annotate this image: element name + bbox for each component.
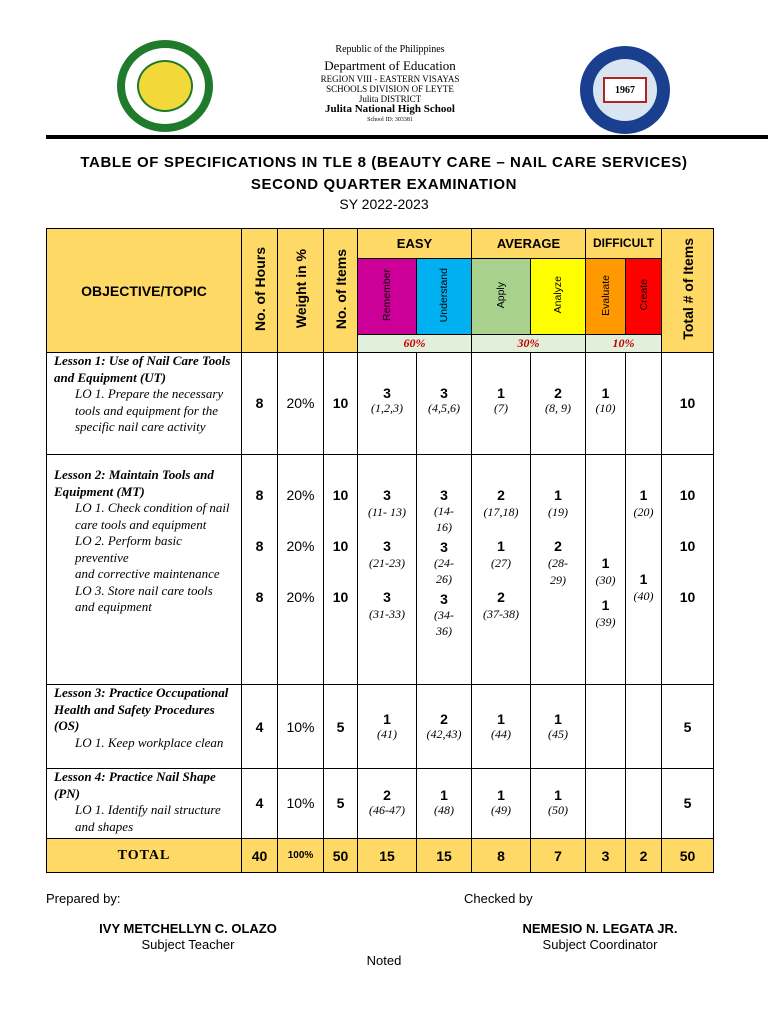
lesson-2-title: Lesson 2: Maintain Tools and Equipment (MT) [54, 467, 214, 499]
lesson-4-total: 5 [662, 769, 714, 839]
checker-name: NEMESIO N. LEGATA JR. [522, 921, 678, 936]
total-weight: 100% [278, 839, 324, 873]
preparer-name: IVY METCHELLYN C. OLAZO [99, 921, 277, 936]
lesson-3-understand: 2 (42,43) [417, 685, 472, 769]
items-header: No. of Items [324, 229, 358, 353]
table-row [47, 353, 714, 455]
table-row [47, 769, 714, 839]
seal-year: 1967 [603, 77, 647, 103]
lesson-3-total: 5 [662, 685, 714, 769]
school-year: SY 2022-2023 [339, 196, 429, 212]
lesson-3-cell [47, 685, 242, 769]
apply-header: Apply [472, 259, 531, 335]
lesson-2-total: 10 10 10 [662, 455, 714, 685]
letterhead [0, 0, 768, 140]
table-row [47, 685, 714, 769]
lesson-2-lo2b: and corrective maintenance [75, 566, 220, 581]
lesson-3-create [626, 685, 662, 769]
lesson-2-hours: 8 8 8 [242, 455, 278, 685]
lesson-3-weight: 10% [278, 685, 324, 769]
lesson-4-remember: 2 (46-47) [358, 769, 417, 839]
lesson-3-lo1: LO 1. Keep workplace clean [75, 734, 224, 750]
lesson-4-create [626, 769, 662, 839]
lesson-4-evaluate [586, 769, 626, 839]
checked-by-label: Checked by [464, 891, 533, 906]
lesson-2-remember: 3 (11- 13) 3 (21-23) 3 (31-33) [358, 455, 417, 685]
analyze-header: Analyze [531, 259, 586, 335]
lesson-3-analyze: 1 (45) [531, 685, 586, 769]
checker-role: Subject Coordinator [542, 937, 658, 952]
lesson-3-evaluate [586, 685, 626, 769]
total-create: 2 [626, 839, 662, 873]
difficult-header: DIFFICULT [586, 229, 662, 259]
remember-header: Remember [358, 259, 417, 335]
evaluate-header: Evaluate [586, 259, 626, 335]
school-id: School ID: 303381 [367, 117, 413, 123]
preparer-role: Subject Teacher [141, 937, 235, 952]
lesson-2-lo2a: LO 2. Perform basic preventive [75, 533, 182, 565]
easy-percent: 60% [358, 335, 472, 353]
table-row [47, 455, 714, 685]
lesson-3-apply: 1 (44) [472, 685, 531, 769]
grand-total: 50 [662, 839, 714, 873]
lesson-2-apply: 2 (17,18) 1 (27) 2 (37-38) [472, 455, 531, 685]
average-percent: 30% [472, 335, 586, 353]
lesson-2-evaluate: 1 (30) 1 (39) [586, 455, 626, 685]
total-label: TOTAL [47, 839, 242, 873]
school-seal [580, 46, 670, 134]
header-rule [46, 135, 768, 139]
specifications-table [46, 228, 714, 873]
lesson-4-weight: 10% [278, 769, 324, 839]
school-name: Julita National High School [325, 103, 455, 115]
lesson-3-hours: 4 [242, 685, 278, 769]
lesson-2-weight: 20% 20% 20% [278, 455, 324, 685]
total-analyze: 7 [531, 839, 586, 873]
lesson-1-items: 10 [324, 353, 358, 455]
title-line-2: SECOND QUARTER EXAMINATION [250, 176, 518, 193]
lesson-2-understand: 3 (14-16) 3 (24-26) 3 (34-36) [417, 455, 472, 685]
lesson-4-title: Lesson 4: Practice Nail Shape (PN) [54, 769, 216, 801]
department-line: Department of Education [324, 58, 456, 73]
total-items: 50 [324, 839, 358, 873]
district-line: Julita DISTRICT [358, 94, 422, 104]
lesson-1-create [626, 353, 662, 455]
total-remember: 15 [358, 839, 417, 873]
prepared-by-label: Prepared by: [46, 891, 121, 906]
lesson-1-understand: 3 (4,5,6) [417, 353, 472, 455]
lesson-1-evaluate: 1 (10) [586, 353, 626, 455]
lesson-4-items: 5 [324, 769, 358, 839]
lesson-2-items: 10 10 10 [324, 455, 358, 685]
average-header: AVERAGE [472, 229, 586, 259]
lesson-4-hours: 4 [242, 769, 278, 839]
total-apply: 8 [472, 839, 531, 873]
lesson-4-cell [47, 769, 242, 839]
lesson-1-total: 10 [662, 353, 714, 455]
total-items-header: Total # of Items [662, 229, 714, 353]
lesson-4-apply: 1 (49) [472, 769, 531, 839]
lesson-1-weight: 20% [278, 353, 324, 455]
lesson-1-lo1: LO 1. Prepare the necessary tools and equipment for the specific nail care activity [75, 386, 224, 434]
total-understand: 15 [417, 839, 472, 873]
schools-division-seal [117, 40, 213, 132]
title-line-1: TABLE OF SPECIFICATIONS IN TLE 8 (BEAUTY CARE – NAIL CARE SERVICES) [80, 154, 688, 171]
lesson-2-create: 1 (20) 1 (40) [626, 455, 662, 685]
total-hours: 40 [242, 839, 278, 873]
create-header: Create [626, 259, 662, 335]
lesson-3-remember: 1 (41) [358, 685, 417, 769]
republic-line: Republic of the Philippines [335, 44, 445, 55]
lesson-1-title: Lesson 1: Use of Nail Care Tools and Equipment (UT) [54, 353, 231, 385]
lesson-3-title: Lesson 3: Practice Occupational Health and Safety Procedures (OS) [54, 685, 229, 733]
lesson-1-cell [47, 353, 242, 455]
lesson-4-understand: 1 (48) [417, 769, 472, 839]
lesson-2-cell [47, 455, 242, 685]
lesson-3-items: 5 [324, 685, 358, 769]
lesson-1-analyze: 2 (8, 9) [531, 353, 586, 455]
objective-topic-header: OBJECTIVE/TOPIC [47, 229, 242, 353]
totals-row [47, 839, 714, 873]
lesson-2-lo1: LO 1. Check condition of nail care tools and equipment [75, 500, 230, 532]
total-evaluate: 3 [586, 839, 626, 873]
lesson-2-analyze: 1 (19) 2 (28-29) [531, 455, 586, 685]
noted-label: Noted [366, 953, 402, 968]
understand-header: Understand [417, 259, 472, 335]
lesson-1-remember: 3 (1,2,3) [358, 353, 417, 455]
lesson-2-lo3: LO 3. Store nail care tools and equipment [75, 582, 213, 614]
region-line: REGION VIII - EASTERN VISAYAS [320, 74, 460, 84]
difficult-percent: 10% [586, 335, 662, 353]
lesson-4-lo1: LO 1. Identify nail structure and shapes [75, 802, 221, 834]
lesson-1-apply: 1 (7) [472, 353, 531, 455]
lesson-4-analyze: 1 (50) [531, 769, 586, 839]
easy-header: EASY [358, 229, 472, 259]
hours-header: No. of Hours [242, 229, 278, 353]
lesson-1-hours: 8 [242, 353, 278, 455]
division-line: SCHOOLS DIVISION OF LEYTE [326, 84, 454, 94]
weight-header: Weight in % [278, 229, 324, 353]
